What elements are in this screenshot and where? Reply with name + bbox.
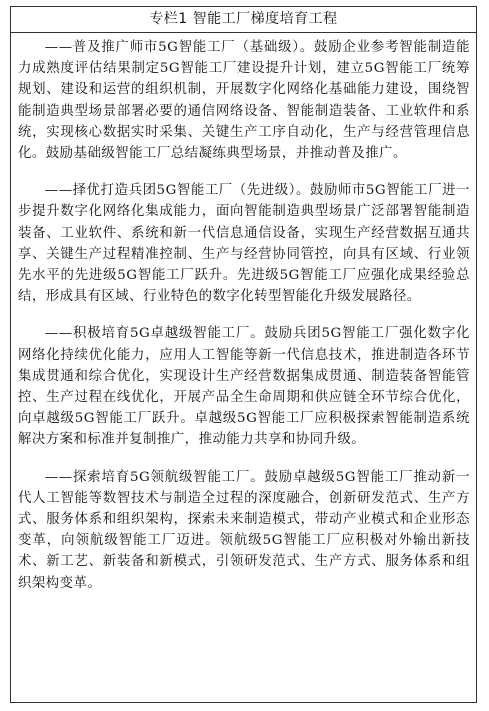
paragraph-advanced-level: ——择优打造兵团5G智能工厂（先进级）。鼓励师市5G智能工厂进一步提升数字化网络化集成能力，面向智能制造典型场景广泛部署智能制造装备、工业软件、系统和新一代信息通信设备，实现生产经营数据互通共享、关键生产过程精准控制、生产与经营协同管控，向具有区域、行业领先水平的先进级5G智能工厂跃升。先进级5G智能工厂应强化成果经验总结，形成具有区域、行业特色的数字化转型智能化升级发展路径。 (18, 183, 470, 305)
box-body (11, 33, 476, 594)
box-title: 专栏1 智能工厂梯度培育工程 (11, 7, 476, 33)
paragraph-basic-level: ——普及推广师市5G智能工厂（基础级）。鼓励企业参考智能制造能力成熟度评估结果制定5G智能工厂建设提升计划，建立5G智能工厂统筹规划、建设和运营的组织机制，开展数字化网络化基础能力建设，围绕智能制造典型场景部署必要的通信网络设备、智能制造装备、工业软件和系统，实现核心数据实时采集、关键生产工序自动化，生产与经营管理信息化。鼓励基础级智能工厂总结凝练典型场景，并推动普及推广。 (18, 40, 470, 162)
sidebar-box (10, 6, 477, 703)
paragraph-excellent-level: ——积极培育5G卓越级智能工厂。鼓励兵团5G智能工厂强化数字化网络化持续优化能力，应用人工智能等新一代信息技术，推进制造各环节集成贯通和综合优化，实现设计生产经营数据集成贯通、制造装备智能管控、生产过程在线优化，开展产品全生命周期和供应链全环节综合优化，向卓越级5G智能工厂跃升。卓越级5G智能工厂应积极探索智能制造系统解决方案和标准并复制推广，推动能力共享和协同升级。 (18, 326, 470, 448)
paragraph-leading-level: ——探索培育5G领航级智能工厂。鼓励卓越级5G智能工厂推动新一代人工智能等数智技术与制造全过程的深度融合，创新研发范式、生产方式、服务体系和组织架构，探索未来制造模式，带动产业模式和企业形态变革，向领航级智能工厂迈进。领航级5G智能工厂应积极对外输出新技术、新工艺、新装备和新模式，引领研发范式、生产方式、服务体系和组织架构变革。 (18, 469, 470, 591)
